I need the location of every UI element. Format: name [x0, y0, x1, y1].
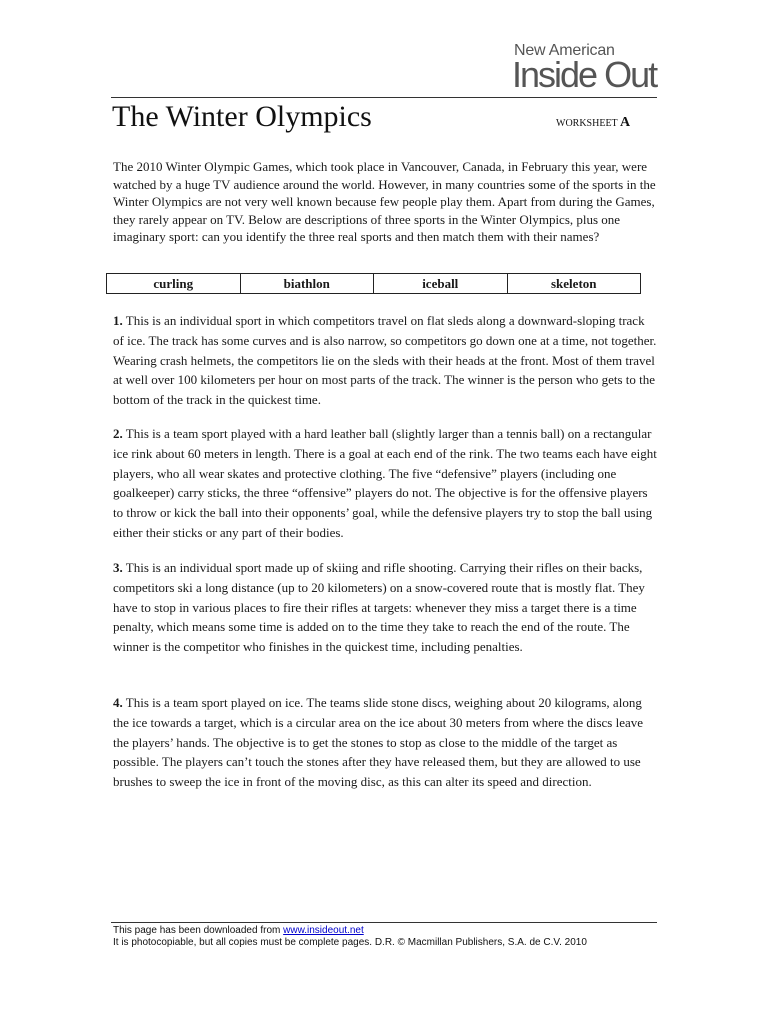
- description-text: This is an individual sport in which competitors travel on flat sleds along a downward-sloping track of ice. The track has some curves and is also narrow, so competitors go down one at a time, not together. Wearing crash helmets, the competitors lie on the sleds with their heads at the front. Most of them travel at well over 100 kilometers per hour on most parts of the track. The winner is the person who gets to the bottom of the track in the quickest time.: [113, 313, 657, 408]
- description-number: 1.: [113, 313, 123, 328]
- logo-subtitle: New American: [514, 42, 615, 59]
- header-rule: [111, 97, 657, 98]
- intro-paragraph: The 2010 Winter Olympic Games, which took place in Vancouver, Canada, in February this year, were watched by a huge TV audience around the world. However, in many countries some of the sports in the Winter Olympics are not very well known because few people play them. Apart from during the Games, they rarely appear on TV. Below are descriptions of three sports in the Winter Olympics, plus one imaginary sport: can you identify the three real sports and then match them with their names?: [113, 159, 656, 244]
- footer: [113, 925, 587, 948]
- logo-wordmark: Inside Out: [512, 54, 657, 95]
- description-1: [113, 311, 658, 410]
- description-2: [113, 424, 658, 543]
- footer-download-text: This page has been downloaded from: [113, 925, 284, 936]
- description-number: 2.: [113, 426, 123, 441]
- sport-cell: skeleton: [507, 274, 641, 294]
- description-4: [113, 693, 658, 792]
- worksheet-label-text: WORKSHEET: [556, 118, 618, 129]
- footer-rule: [111, 922, 657, 923]
- worksheet-label: [556, 115, 630, 131]
- description-text: This is an individual sport made up of skiing and rifle shooting. Carrying their rifles on their backs, competitors ski a long distance (up to 20 kilometers) on a snow-covered route that is mostly flat. They have to stop in various places to fire their rifles at targets: whenever they miss a target there is a time penalty, which means some time is added on to the time they take to reach the end of the route. The winner is the competitor who finishes in the quickest time, including penalties.: [113, 560, 645, 655]
- sport-cell: biathlon: [240, 274, 374, 294]
- description-3: [113, 558, 658, 657]
- sports-row: [107, 274, 641, 294]
- description-number: 3.: [113, 560, 123, 575]
- sport-cell: iceball: [374, 274, 508, 294]
- sport-cell: curling: [107, 274, 241, 294]
- footer-copyright: It is photocopiable, but all copies must be complete pages. D.R. © Macmillan Publishers, S.A. de C.V. 2010: [113, 936, 587, 948]
- sports-table: [106, 273, 641, 294]
- footer-line-1: [113, 925, 587, 937]
- page-title: The Winter Olympics: [112, 100, 372, 133]
- description-text: This is a team sport played with a hard leather ball (slightly larger than a tennis ball) on a rectangular ice rink about 60 meters in length. There is a goal at each end of the rink. The two teams each have eight players, who all wear skates and protective clothing. The five “defensive” players (including one goalkeeper) carry sticks, the three “offensive” players do not. The objective is for the offensive players to throw or kick the ball into their opponents’ goal, while the defensive players try to stop the ball using either their sticks or any part of their bodies.: [113, 426, 657, 540]
- worksheet-letter: A: [619, 115, 631, 130]
- footer-website-link[interactable]: www.insideout.net: [283, 925, 364, 936]
- description-number: 4.: [113, 695, 123, 710]
- description-text: This is a team sport played on ice. The teams slide stone discs, weighing about 20 kilograms, along the ice towards a target, which is a circular area on the ice about 30 meters from where the discs leave the players’ hands. The objective is to get the stones to stop as close to the middle of the target as possible. The players can’t touch the stones after they have released them, but they are allowed to use brushes to sweep the ice in front of the moving disc, as this can alter its speed and direction.: [113, 695, 644, 790]
